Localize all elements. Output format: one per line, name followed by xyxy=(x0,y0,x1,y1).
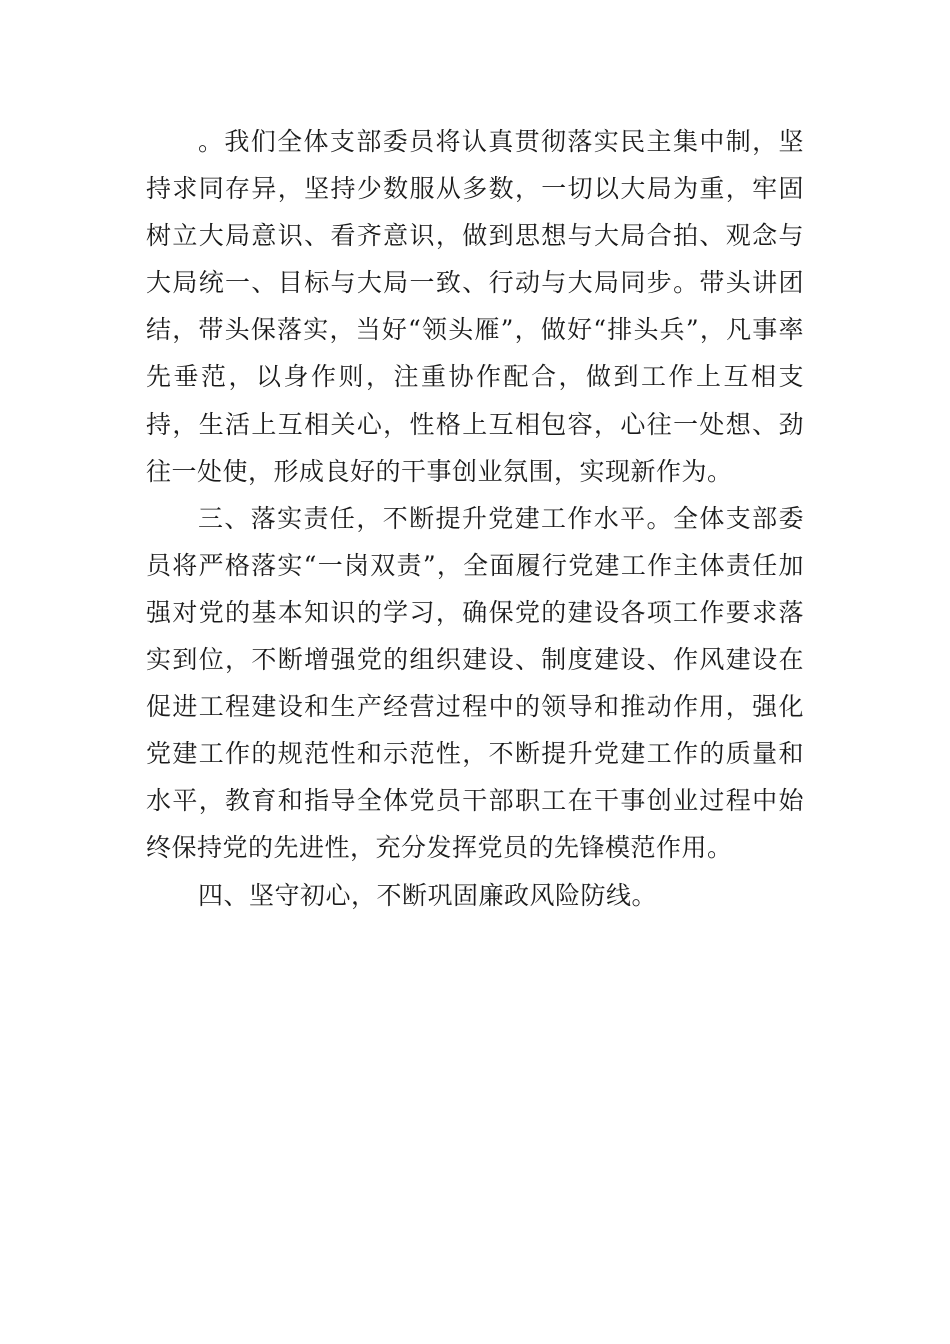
paragraph-integrity-heading: 四、坚守初心，不断巩固廉政风险防线。 xyxy=(198,880,658,910)
paragraph-unity: 。我们全体支部委员将认真贯彻落实民主集中制，坚持求同存异，坚持少数服从多数，一切以大局为重，牢固树立大局意识、看齐意识，做到思想与大局合拍、观念与大局统一、目标与大局一致、行动与大局同步。带头讲团结，带头保落实，当好“领头雁”，做好“排头兵”，凡事率先垂范，以身作则，注重协作配合，做到工作上互相支持，生活上互相关心，性格上互相包容，心往一处想、劲往一处使，形成良好的干事创业氛围，实现新作为。 xyxy=(146,127,804,486)
paragraph-responsibility: 三、落实责任，不断提升党建工作水平。全体支部委员将严格落实“一岗双责”，全面履行党建工作主体责任加强对党的基本知识的学习，确保党的建设各项工作要求落实到位，不断增强党的组织建设、制度建设、作风建设在促进工程建设和生产经营过程中的领导和推动作用，强化党建工作的规范性和示范性，不断提升党建工作的质量和水平，教育和指导全体党员干部职工在干事创业过程中始终保持党的先进性，充分发挥党员的先锋模范作用。 xyxy=(146,503,804,863)
document-body xyxy=(146,118,804,919)
